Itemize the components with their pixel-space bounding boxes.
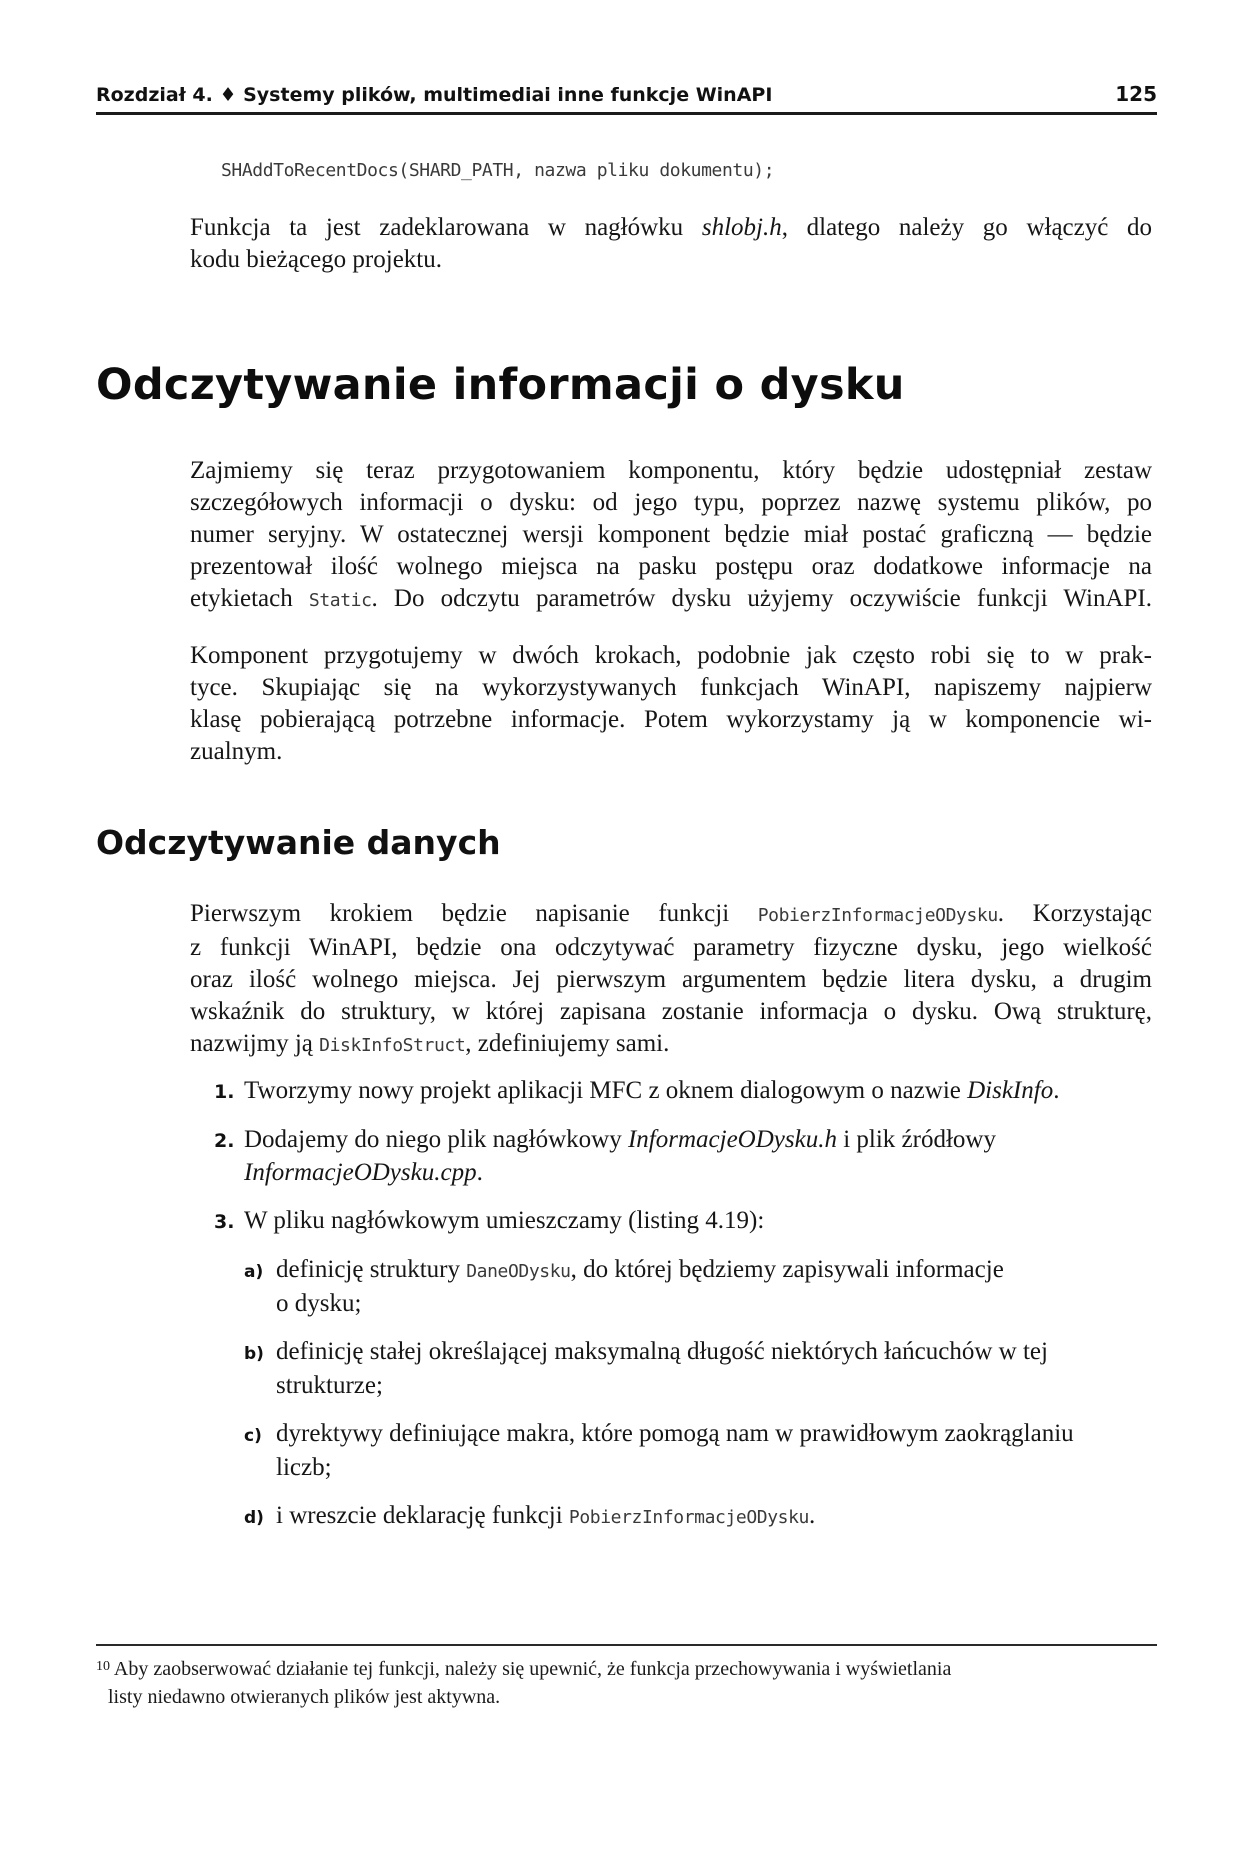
footnote-line: Aby zaobserwować działanie tej funkcji, należy się upewnić, że funkcja przechowywania i wyświetlania (113, 1658, 952, 1680)
footnote-divider (96, 1644, 1157, 1646)
section-heading: Odczytywanie informacji o dysku (96, 360, 905, 410)
file-name: InformacjeODysku.h (627, 1126, 837, 1153)
paragraph-line: wskaźnik do struktury, w której zapisana zostanie informacja o dysku. Ową strukturę, (190, 998, 1152, 1025)
inline-code: DaneODysku (466, 1261, 571, 1282)
subsection-heading: Odczytywanie danych (96, 823, 501, 862)
footnote-line: listy niedawno otwieranych plików jest aktywna. (108, 1686, 501, 1708)
inline-code: Static (308, 590, 372, 611)
paragraph-line: Zajmiemy się teraz przygotowaniem komponentu, który będzie udostępniał zestaw (190, 457, 1152, 484)
inline-code: DiskInfoStruct (319, 1035, 466, 1056)
running-header (96, 80, 1157, 115)
paragraph-reading-data (190, 898, 1152, 1062)
paragraph-line: szczegółowych informacji o dysku: od jego typu, poprzez nazwę systemu plików, po (190, 489, 1152, 516)
substep-letter: c) (244, 1426, 262, 1446)
list-item-substep-c: c) dyrektywy definiujące makra, które pomogą nam w prawidłowym zaokrąglaniu liczb; (244, 1420, 1074, 1481)
list-item-substep-d: d) i wreszcie deklarację funkcji PobierzInformacjeODysku. (244, 1500, 815, 1534)
paragraph-line: nazwijmy ją DiskInfoStruct, zdefiniujemy sami. (190, 1030, 670, 1057)
paragraph-line: Komponent przygotujemy w dwóch krokach, podobnie jak często robi się to w prak- (190, 642, 1152, 669)
list-item-substep-b: b) definicję stałej określającej maksymalną długość niektórych łańcuchów w tej strukturze; (244, 1338, 1048, 1399)
paragraph-line: z funkcji WinAPI, będzie ona odczytywać parametry fizyczne dysku, jego wielkość (190, 934, 1152, 961)
paragraph-line: prezentował ilość wolnego miejsca na pasku postępu oraz dodatkowe informacje na (190, 553, 1152, 580)
list-item-step-2: 2. Dodajemy do niego plik nagłówkowy InformacjeODysku.h i plik źródłowy InformacjeODysku.cpp. (214, 1126, 996, 1186)
inline-code: PobierzInformacjeODysku (568, 1507, 809, 1528)
project-name: DiskInfo (967, 1077, 1054, 1104)
substep-letter: a) (244, 1262, 264, 1282)
paragraph-line: numer seryjny. W ostatecznej wersji komponent będzie miał postać graficzną — będzie (190, 521, 1152, 548)
chapter-title: Rozdział 4. ♦ Systemy plików, multimediai inne funkcje WinAPI (96, 84, 773, 106)
paragraph-line: zualnym. (190, 738, 283, 765)
list-item-step-3: 3. W pliku nagłówkowym umieszczamy (listing 4.19): (214, 1205, 764, 1238)
paragraph-approach (190, 640, 1152, 768)
step-number: 2. (214, 1130, 235, 1152)
paragraph-intro (190, 212, 1152, 276)
paragraph-line: kodu bieżącego projektu. (190, 246, 442, 273)
code-snippet: SHAddToRecentDocs(SHARD_PATH, nazwa pliku dokumentu); (221, 160, 775, 181)
inline-code: PobierzInformacjeODysku (757, 905, 998, 926)
paragraph-line: Funkcja ta jest zadeklarowana w nagłówku shlobj.h, dlatego należy go włączyć do (190, 214, 1152, 241)
file-name: shlobj.h (701, 214, 782, 241)
footnote (96, 1655, 951, 1711)
substep-letter: b) (244, 1344, 264, 1364)
file-name: InformacjeODysku.cpp (244, 1159, 477, 1186)
list-item-substep-a: a) definicję struktury DaneODysku, do której będziemy zapisywali informacje o dysku; (244, 1256, 1004, 1317)
page-number: 125 (1115, 82, 1157, 106)
paragraph-component-description (190, 455, 1152, 617)
paragraph-line: klasę pobierającą potrzebne informacje. Potem wykorzystamy ją w komponencie wi- (190, 706, 1152, 733)
list-item-step-1: 1. Tworzymy nowy projekt aplikacji MFC z oknem dialogowym o nazwie DiskInfo. (214, 1075, 1059, 1108)
paragraph-line: oraz ilość wolnego miejsca. Jej pierwszym argumentem będzie litera dysku, a drugim (190, 966, 1152, 993)
footnote-marker: 10 (96, 1659, 110, 1674)
step-number: 1. (214, 1081, 235, 1103)
step-number: 3. (214, 1211, 235, 1233)
paragraph-line: etykietach Static. Do odczytu parametrów dysku użyjemy oczywiście funkcji WinAPI. (190, 585, 1152, 612)
paragraph-line: Pierwszym krokiem będzie napisanie funkcji PobierzInformacjeODysku. Korzystając (190, 900, 1152, 927)
paragraph-line: tyce. Skupiając się na wykorzystywanych funkcjach WinAPI, napiszemy najpierw (190, 674, 1152, 701)
substep-letter: d) (244, 1508, 264, 1528)
